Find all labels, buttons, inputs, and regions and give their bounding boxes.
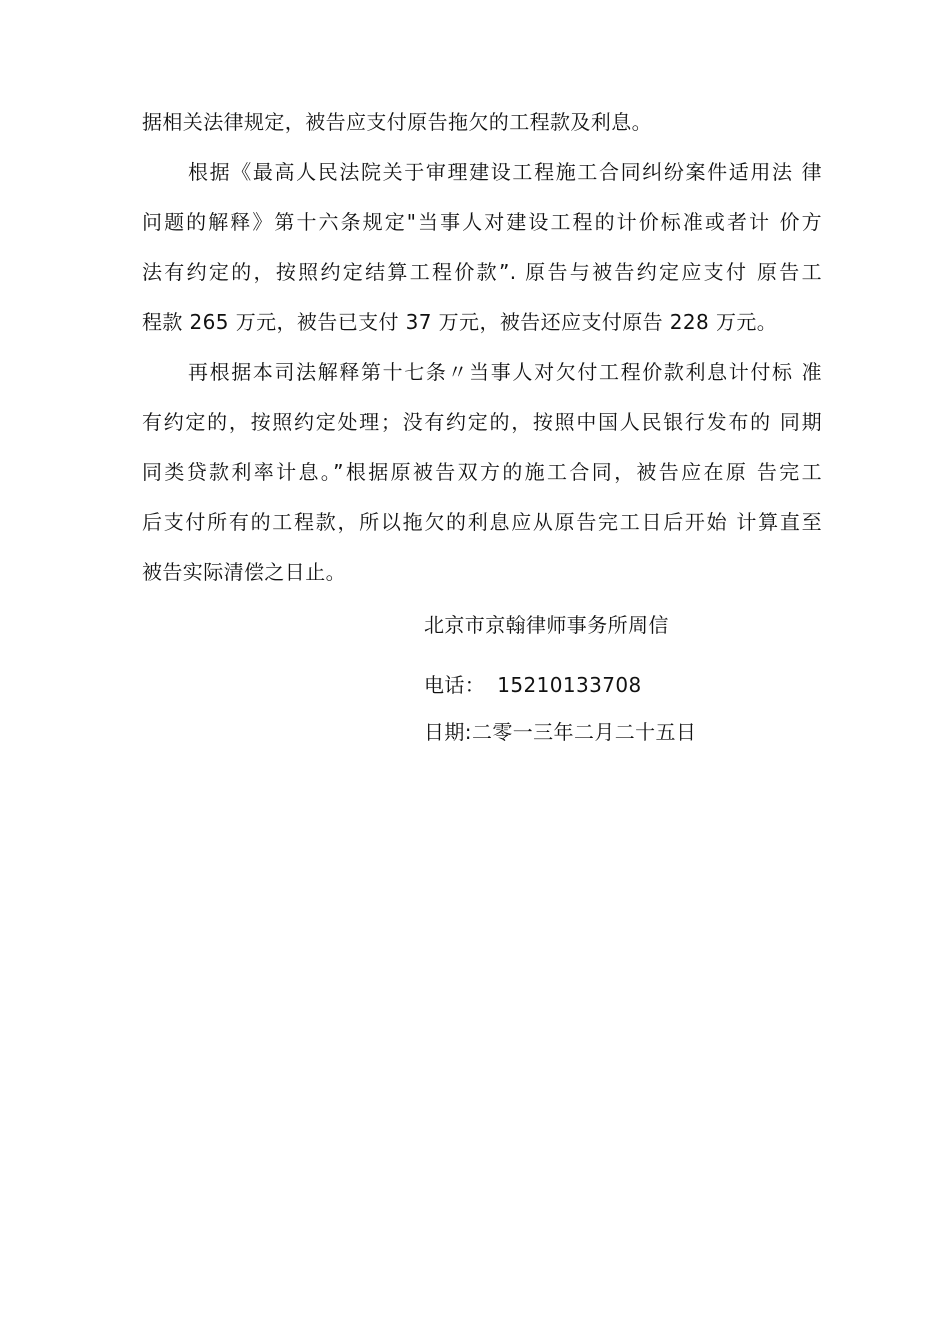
paragraph-3-line-3: 同类贷款利率计息。”根据原被告双方的施工合同，被告应在原 告完工 xyxy=(142,460,822,484)
signature-phone xyxy=(424,672,642,698)
paragraph-2-line-1: 根据《最高人民法院关于审理建设工程施工合同纠纷案件适用法 律 xyxy=(188,160,822,184)
phone-label: 电话： xyxy=(424,673,486,697)
paragraph-2-line-4: 程款 265 万元，被告已支付 37 万元，被告还应支付原告 228 万元。 xyxy=(142,310,778,334)
paragraph-3-line-4: 后支付所有的工程款，所以拖欠的利息应从原告完工日后开始 计算直至 xyxy=(142,510,822,534)
paragraph-3-line-5: 被告实际清偿之日止。 xyxy=(142,560,346,584)
paragraph-1-line-1: 据相关法律规定，被告应支付原告拖欠的工程款及利息。 xyxy=(142,110,652,134)
signature-date: 日期:二零一三年二月二十五日 xyxy=(424,720,697,744)
signature-firm: 北京市京翰律师事务所周信 xyxy=(424,613,669,637)
phone-number: 15210133708 xyxy=(497,673,642,697)
paragraph-2-line-3: 法有约定的，按照约定结算工程价款”. 原告与被告约定应支付 原告工 xyxy=(142,260,822,284)
paragraph-3-line-1: 再根据本司法解释第十七条〃当事人对欠付工程价款利息计付标 准 xyxy=(188,360,822,384)
paragraph-2-line-2: 问题的解释》第十六条规定"当事人对建设工程的计价标准或者计 价方 xyxy=(142,210,822,234)
paragraph-3-line-2: 有约定的，按照约定处理；没有约定的，按照中国人民银行发布的 同期 xyxy=(142,410,822,434)
